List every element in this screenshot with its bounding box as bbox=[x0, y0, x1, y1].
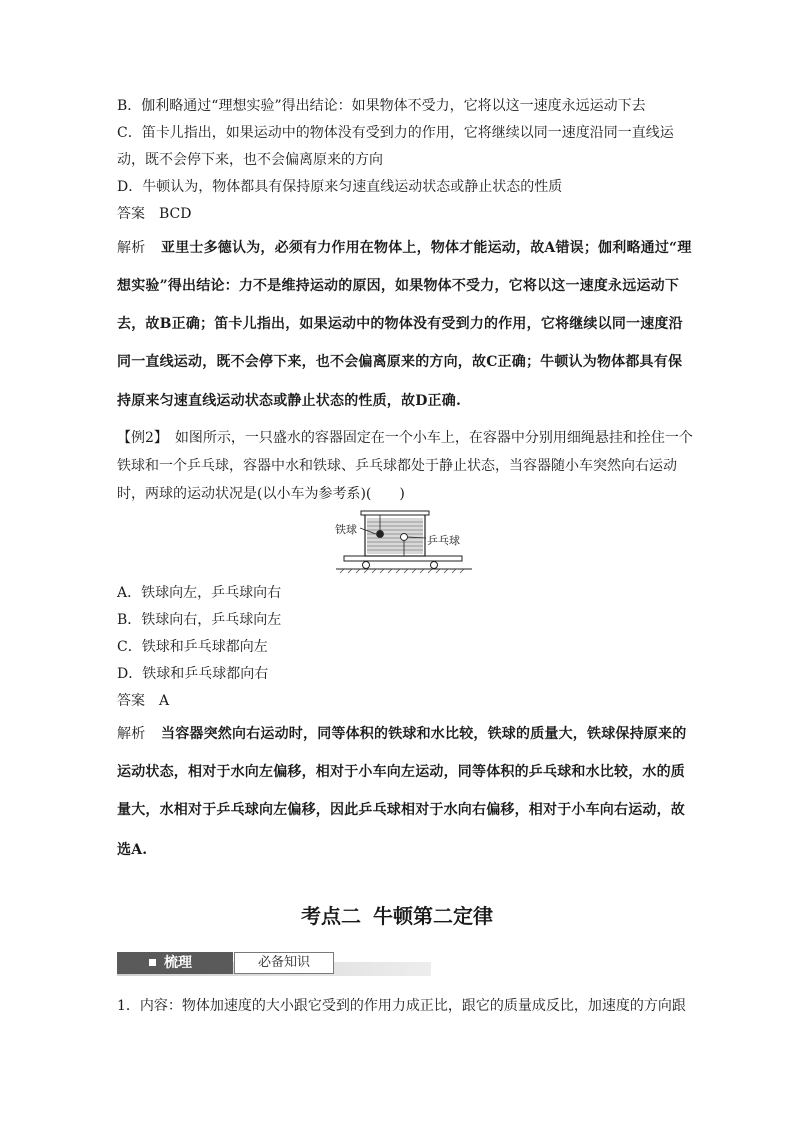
explanation-line-4: 同一直线运动，既不会停下来，也不会偏离原来的方向，故C正确；牛顿认为物体都具有保 bbox=[117, 354, 683, 370]
example2-option-c: C．铁球和乒乓球都向左 bbox=[117, 639, 268, 655]
option-b: B．伽利略通过“理想实验”得出结论：如果物体不受力，它将以这一速度永远运动下去 bbox=[117, 98, 646, 114]
answer-value: BCD bbox=[159, 206, 192, 222]
example2-option-b: B．铁球向右，乒乓球向左 bbox=[117, 612, 282, 628]
answer-label: 答案 bbox=[117, 206, 145, 222]
option-c-continued: 动，既不会停下来，也不会偏离原来的方向 bbox=[117, 152, 383, 168]
example2-answer-label: 答案 bbox=[117, 693, 145, 709]
explanation-line-1 bbox=[117, 238, 692, 258]
example2-explanation-text: 当容器突然向右运动时，同等体积的铁球和水比较，铁球的质量大，铁球保持原来的 bbox=[161, 726, 687, 742]
example2-stem-1: 【例2】 如图所示，一只盛水的容器固定在一个小车上，在容器中分别用细绳悬挂和拴住一个 bbox=[117, 430, 693, 446]
section-bar-secondary: 必备知识 bbox=[234, 952, 334, 974]
example2-stem-2: 铁球和一个乒乓球，容器中水和铁球、乒乓球都处于静止状态，当容器随小车突然向右运动 bbox=[117, 458, 677, 474]
answer-line bbox=[117, 204, 191, 224]
option-d: D．牛顿认为，物体都具有保持原来匀速直线运动状态或静止状态的性质 bbox=[117, 179, 563, 195]
example2-option-a: A．铁球向左，乒乓球向右 bbox=[117, 585, 282, 601]
container-cart-figure bbox=[334, 510, 474, 576]
section-bar-primary bbox=[117, 952, 233, 974]
example2-stem-3: 时，两球的运动状况是(以小车为参考系)( ) bbox=[117, 486, 405, 502]
explanation-label: 解析 bbox=[117, 240, 146, 256]
example2-explanation-line-1 bbox=[117, 724, 686, 744]
section-number: 考点二 bbox=[301, 904, 361, 928]
example2-explanation-line-2: 运动状态，相对于水向左偏移，相对于小车向左运动，同等体积的乒乓球和水比较，水的质 bbox=[117, 764, 685, 780]
section-bar bbox=[117, 952, 431, 978]
example2-answer-value: A bbox=[159, 693, 170, 709]
example2-answer-line bbox=[117, 691, 169, 711]
example2-option-d: D．铁球和乒乓球都向右 bbox=[117, 666, 269, 682]
example2-explanation-label: 解析 bbox=[117, 726, 146, 742]
explanation-text: 亚里士多德认为，必须有力作用在物体上，物体才能运动，故A错误；伽利略通过“理 bbox=[161, 240, 692, 256]
example2-explanation-line-4: 选A. bbox=[117, 842, 148, 858]
section-name: 牛顿第二定律 bbox=[373, 904, 493, 928]
explanation-line-2: 想实验”得出结论：力不是维持运动的原因，如果物体不受力，它将以这一速度永远运动下 bbox=[117, 278, 680, 294]
square-bullet-icon bbox=[149, 959, 156, 966]
example2-explanation-line-3: 量大，水相对于乒乓球向左偏移，因此乒乓球相对于水向右偏移，相对于小车向右运动，故 bbox=[117, 802, 685, 818]
iron-ball-label: 铁球 bbox=[335, 523, 357, 536]
pingpong-ball-label: 乒乓球 bbox=[427, 534, 460, 547]
option-c: C．笛卡儿指出，如果运动中的物体没有受到力的作用，它将继续以同一速度沿同一直线运 bbox=[117, 125, 674, 141]
explanation-line-5: 持原来匀速直线运动状态或静止状态的性质，故D正确. bbox=[117, 393, 462, 409]
explanation-line-3: 去，故B正确；笛卡儿指出，如果运动中的物体没有受到力的作用，它将继续以同一速度沿 bbox=[117, 316, 683, 332]
content-item-1: 1．内容：物体加速度的大小跟它受到的作用力成正比，跟它的质量成反比，加速度的方向跟 bbox=[117, 998, 686, 1014]
section-bar-primary-label: 梳理 bbox=[164, 955, 192, 971]
section-title bbox=[0, 900, 794, 929]
